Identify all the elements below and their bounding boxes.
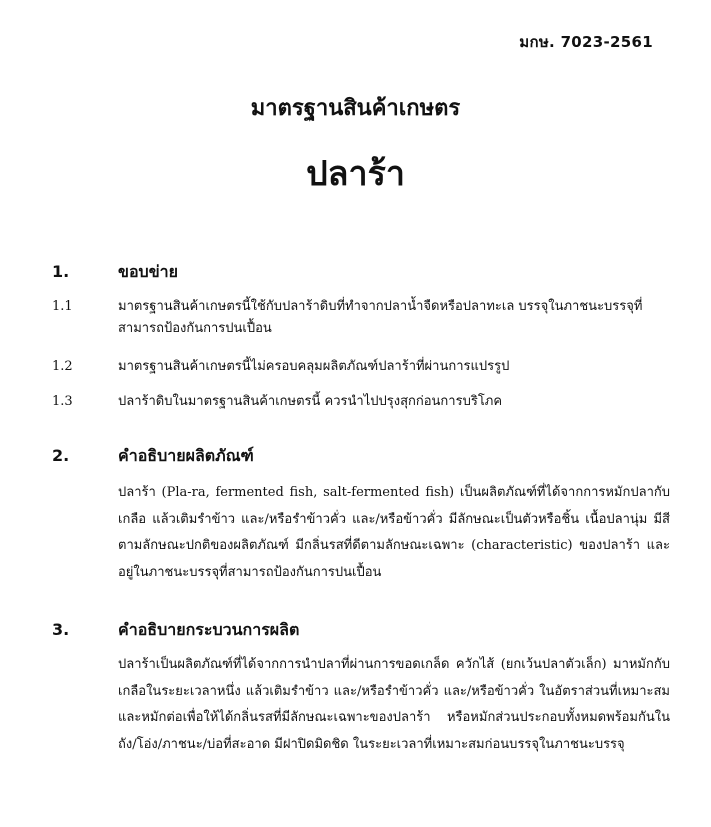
clause-text: มาตรฐานสินค้าเกษตรนี้ใช้กับปลาร้าดิบที่ทำจากปลาน้ำจืดหรือปลาทะเล บรรจุในภาชนะบรรจุที่สามารถป้องกันการปนเปื้อน [118, 299, 643, 336]
document-subject: ปลาร้า [306, 154, 405, 194]
clause-1-3 [52, 391, 672, 413]
section-title: ขอบข่าย [118, 262, 178, 281]
clause-number: 1.3 [52, 394, 73, 409]
clause-number: 1.2 [52, 359, 73, 374]
section-1-heading [52, 260, 178, 285]
section-3-heading [52, 618, 299, 643]
clause-1-2 [52, 356, 672, 378]
document-title: มาตรฐานสินค้าเกษตร [250, 96, 461, 121]
clause-text: ปลาร้าดิบในมาตรฐานสินค้าเกษตรนี้ ควรนำไปปรุงสุกก่อนการบริโภค [118, 394, 503, 409]
section-2-heading [52, 444, 254, 469]
section-title: คำอธิบายกระบวนการผลิต [118, 620, 300, 639]
clause-number: 1.1 [52, 299, 73, 314]
standard-code: มกษ. 7023-2561 [519, 33, 653, 51]
section-number: 3. [52, 620, 70, 639]
section-2-paragraph: ปลาร้า (Pla-ra, fermented fish, salt-fermented fish) เป็นผลิตภัณฑ์ที่ได้จากการหมักปลากับเกลือ แล้วเติมรำข้าว และ/หรือรำข้าวคั่ว และ/หรือข้าวคั่ว มีลักษณะเป็นตัวหรือชิ้น เนื้อปลานุ่ม มีสีตามลักษณะปกติของผลิตภัณฑ์ มีกลิ่นรสที่ดีตามลักษณะเฉพาะ (characteristic) ของปลาร้า และอยู่ในภาชนะบรรจุที่สามารถป้องกันการปนเปื้อน [118, 485, 670, 580]
clause-text: มาตรฐานสินค้าเกษตรนี้ไม่ครอบคลุมผลิตภัณฑ์ปลาร้าที่ผ่านการแปรรูป [118, 359, 510, 374]
section-number: 1. [52, 262, 70, 281]
clause-1-1 [52, 296, 672, 340]
section-title: คำอธิบายผลิตภัณฑ์ [118, 446, 254, 465]
section-3-paragraph: ปลาร้าเป็นผลิตภัณฑ์ที่ได้จากการนำปลาที่ผ่านการขอดเกล็ด ควักไส้ (ยกเว้นปลาตัวเล็ก) มาหมักกับเกลือในระยะเวลาหนึ่ง แล้วเติมรำข้าว และ/หรือรำข้าวคั่ว และ/หรือข้าวคั่ว ในอัตราส่วนที่เหมาะสม และหมักต่อเพื่อให้ได้กลิ่นรสที่มีลักษณะเฉพาะของปลาร้า หรือหมักส่วนประกอบทั้งหมดพร้อมกันในถัง/โอ่ง/ภาชนะ/บ่อที่สะอาด มีฝาปิดมิดชิด ในระยะเวลาที่เหมาะสมก่อนบรรจุในภาชนะบรรจุ [118, 657, 670, 752]
section-number: 2. [52, 446, 70, 465]
